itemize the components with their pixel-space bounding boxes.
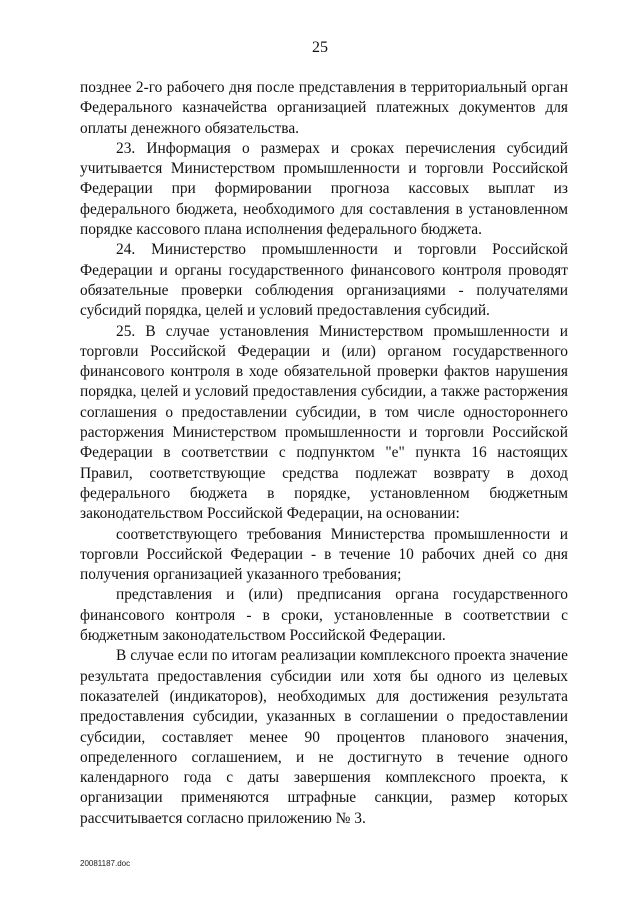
paragraph-continuation: позднее 2-го рабочего дня после представления в территориальный орган Федерального казначейства организацией платежных документов для оплаты денежного обязательства. <box>80 79 568 137</box>
paragraph-25-item-1: соответствующего требования Министерства промышленности и торговли Российской Федерации - в течение 10 рабочих дней со дня получения организацией указанного требования; <box>80 525 568 584</box>
paragraph-24: 24. Министерство промышленности и торговли Российской Федерации и органы государственного финансового контроля проводят обязательные проверки соблюдения организациями - получателями субсидий порядка, целей и условий предоставления субсидий. <box>80 241 568 320</box>
page-number: 25 <box>312 39 328 56</box>
paragraph-25-item-2: представления и (или) предписания органа государственного финансового контроля - в сроки, установленные в соответствии с бюджетным законодательством Российской Федерации. <box>80 586 568 645</box>
paragraph-23: 23. Информация о размерах и сроках перечисления субсидий учитывается Министерством промышленности и торговли Российской Федерации при формировании прогноза кассовых выплат из федерального бюджета, необходимого для составления в установленном порядке кассового плана исполнения федерального бюджета. <box>80 139 568 239</box>
document-body <box>80 78 568 829</box>
document-code: 20081187.doc <box>80 859 131 868</box>
paragraph-penalty: В случае если по итогам реализации комплексного проекта значение результата предоставления субсидии или хотя бы одного из целевых показателей (индикаторов), необходимых для достижения результата предоставления субсидии, указанных в соглашении о предоставлении субсидии, составляет менее 90 процентов планового значения, определенного соглашением, и не достигнуто в течение одного календарного года с даты завершения комплексного проекта, к организации применяются штрафные санкции, размер которых рассчитывается согласно приложению № 3. <box>80 647 568 827</box>
paragraph-25: 25. В случае установления Министерством промышленности и торговли Российской Федерации и (или) органом государственного финансового контроля в ходе обязательной проверки фактов нарушения порядка, целей и условий предоставления субсидии, а также расторжения соглашения о предоставлении субсидии, в том числе одностороннего расторжения Министерством промышленности и торговли Российской Федерации в соответствии с подпунктом "е" пункта 16 настоящих Правил, соответствующие средства подлежат возврату в доход федерального бюджета в порядке, установленном бюджетным законодательством Российской Федерации, на основании: <box>80 322 568 523</box>
